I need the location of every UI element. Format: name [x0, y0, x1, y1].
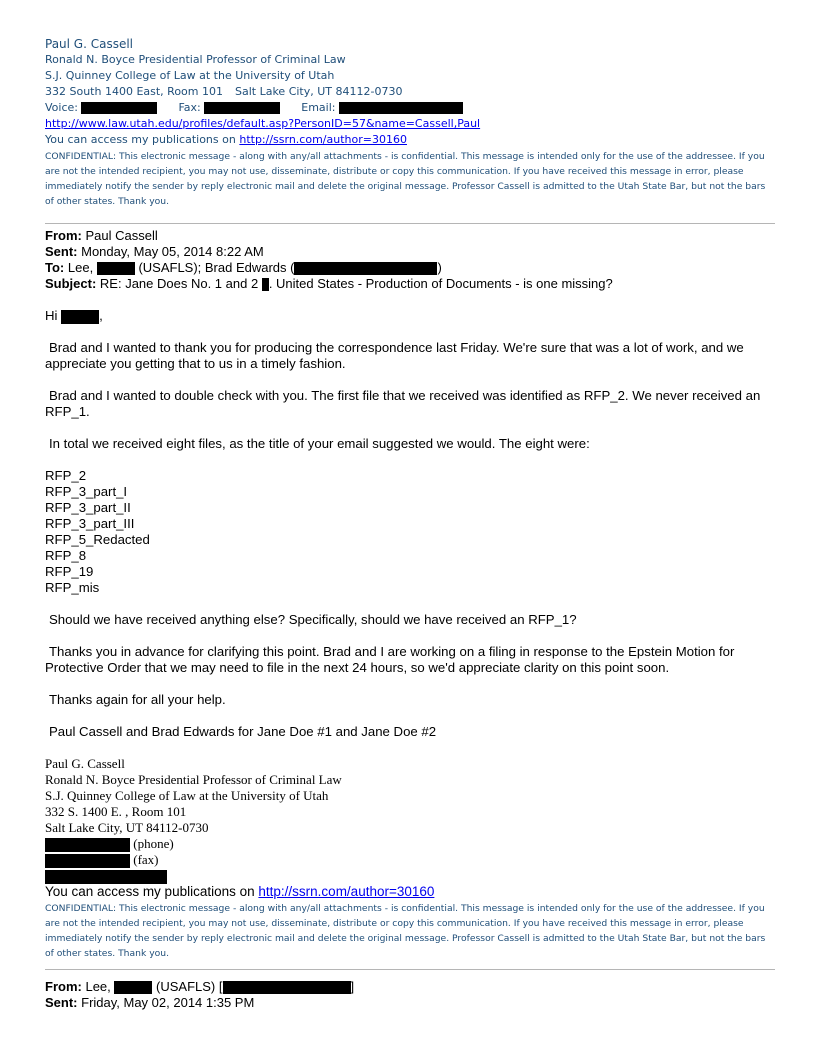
list-item: RFP_mis	[45, 580, 100, 595]
to-value-part3: )	[437, 260, 442, 275]
message-header	[45, 979, 775, 1011]
redaction-box	[45, 854, 130, 868]
confidentiality-notice: CONFIDENTIAL: This electronic message - along with any/all attachments - is confidential. This message is intended only for the use of the addressee. If you are not the intended recipient, you may not use, disseminate, distribute or copy this communication. If you have received this message in error, please immediately notify the sender by reply electronic mail and delete the original message. Professor Cassell is admitted to the Utah State Bar, but not the bars of other states. Thank you.	[45, 903, 766, 960]
email-label: Email:	[301, 101, 336, 114]
greeting-comma: ,	[99, 308, 103, 323]
redaction-box	[45, 870, 167, 884]
publications-prefix: You can access my publications on	[45, 884, 255, 900]
list-item: RFP_3_part_III	[45, 516, 135, 531]
list-item: RFP_2	[45, 468, 87, 483]
paragraph: Thanks you in advance for clarifying this point. Brad and I are working on a filing in response to the Epstein Motion for Protective Order that we may need to file in the next 24 hours, so we'd appreciate clarity on this point soon.	[45, 644, 735, 675]
message-body	[45, 308, 775, 756]
sig-title: Ronald N. Boyce Presidential Professor of Criminal Law	[45, 53, 346, 66]
redaction-box	[114, 981, 152, 994]
message-header	[45, 228, 775, 292]
file-list	[45, 468, 775, 596]
redaction-box	[81, 102, 157, 114]
redaction-box	[339, 102, 463, 114]
sig-publications-row	[45, 884, 775, 900]
sig-address-city: Salt Lake City, UT 84112-0730	[235, 85, 403, 98]
sig-address-street: 332 South 1400 East, Room 101	[45, 85, 223, 98]
signature-top	[45, 36, 775, 209]
sig-name: Paul G. Cassell	[45, 756, 125, 771]
voice-label: Voice:	[45, 101, 78, 114]
from-label: From:	[45, 228, 82, 243]
sig-title: Ronald N. Boyce Presidential Professor of Criminal Law	[45, 772, 342, 787]
publications-link[interactable]: http://ssrn.com/author=30160	[239, 133, 407, 146]
list-item: RFP_3_part_II	[45, 500, 131, 515]
list-item: RFP_8	[45, 548, 87, 563]
publications-link[interactable]: http://ssrn.com/author=30160	[258, 884, 435, 900]
publications-prefix: You can access my publications on	[45, 133, 236, 146]
redaction-box	[45, 838, 130, 852]
paragraph: Brad and I wanted to double check with you. The first file that we received was identified as RFP_2. We never received an RFP_1.	[45, 388, 761, 419]
confidentiality-notice: CONFIDENTIAL: This electronic message - along with any/all attachments - is confidential. This message is intended only for the use of the addressee. If you are not the intended recipient, you may not use, disseminate, distribute or copy this communication. If you have received this message in error, please immediately notify the sender by reply electronic mail and delete the original message. Professor Cassell is admitted to the Utah State Bar, but not the bars of other states. Thank you.	[45, 151, 766, 207]
header-sent	[45, 995, 775, 1011]
sig-school: S.J. Quinney College of Law at the University of Utah	[45, 788, 329, 803]
subject-value-part1: RE: Jane Does No. 1 and 2	[99, 276, 259, 291]
list-item: RFP_3_part_I	[45, 484, 128, 499]
paragraph: Paul Cassell and Brad Edwards for Jane Doe #1 and Jane Doe #2	[49, 724, 437, 739]
header-from	[45, 228, 775, 244]
sig-school: S.J. Quinney College of Law at the University of Utah	[45, 69, 335, 82]
sig-address	[45, 84, 775, 100]
from-value-part3: ]	[350, 979, 355, 995]
greeting-text: Hi	[45, 308, 58, 323]
paragraph: Thanks again for all your help.	[49, 692, 226, 707]
sig-contact-row	[45, 100, 775, 116]
header-sent	[45, 244, 775, 260]
sent-label: Sent:	[45, 244, 78, 259]
list-item: RFP_5_Redacted	[45, 532, 150, 547]
fax-label: Fax:	[178, 101, 201, 114]
sent-label: Sent:	[45, 995, 78, 1011]
header-from	[45, 979, 775, 995]
from-value-part1: Lee,	[85, 979, 111, 995]
sent-value: Friday, May 02, 2014 1:35 PM	[81, 995, 255, 1011]
redaction-box	[204, 102, 280, 114]
header-subject	[45, 276, 775, 292]
phone-label: (phone)	[133, 836, 174, 851]
paragraph: In total we received eight files, as the title of your email suggested we would. The eight were:	[49, 436, 590, 451]
to-value-part2: (USAFLS); Brad Edwards (	[138, 260, 295, 275]
list-item: RFP_19	[45, 564, 94, 579]
sig-address-street: 332 S. 1400 E. , Room 101	[45, 804, 187, 819]
sig-fax-row	[45, 852, 775, 868]
to-label: To:	[45, 260, 65, 275]
sig-email-row	[45, 868, 775, 884]
to-value-part1: Lee,	[67, 260, 94, 275]
redaction-box	[223, 981, 351, 994]
sig-publications-row	[45, 132, 775, 148]
from-value-part2: (USAFLS) [	[156, 979, 223, 995]
redaction-box	[97, 262, 135, 275]
paragraph: Should we have received anything else? Specifically, should we have received an RFP_1?	[49, 612, 577, 627]
subject-value-part2: . United States - Production of Documents - is one missing?	[268, 276, 613, 291]
redaction-box	[294, 262, 437, 275]
signature-bottom	[45, 756, 775, 884]
email-document	[45, 36, 775, 1011]
sig-profile-row	[45, 116, 775, 132]
sent-value: Monday, May 05, 2014 8:22 AM	[81, 244, 264, 259]
greeting	[45, 308, 775, 324]
sig-phone-row	[45, 836, 775, 852]
sig-address-city: Salt Lake City, UT 84112-0730	[45, 820, 209, 835]
redaction-box	[61, 310, 99, 324]
from-label: From:	[45, 979, 82, 995]
redaction-box	[262, 278, 269, 291]
fax-label: (fax)	[133, 852, 159, 868]
paragraph: Brad and I wanted to thank you for producing the correspondence last Friday. We're sure that was a lot of work, and we appreciate you getting that to us in a timely fashion.	[45, 340, 744, 371]
sig-name: Paul G. Cassell	[45, 37, 134, 51]
from-value: Paul Cassell	[85, 228, 158, 243]
header-to	[45, 260, 775, 276]
subject-label: Subject:	[45, 276, 97, 291]
profile-link[interactable]: http://www.law.utah.edu/profiles/default.asp?PersonID=57&name=Cassell,Paul	[45, 117, 481, 130]
